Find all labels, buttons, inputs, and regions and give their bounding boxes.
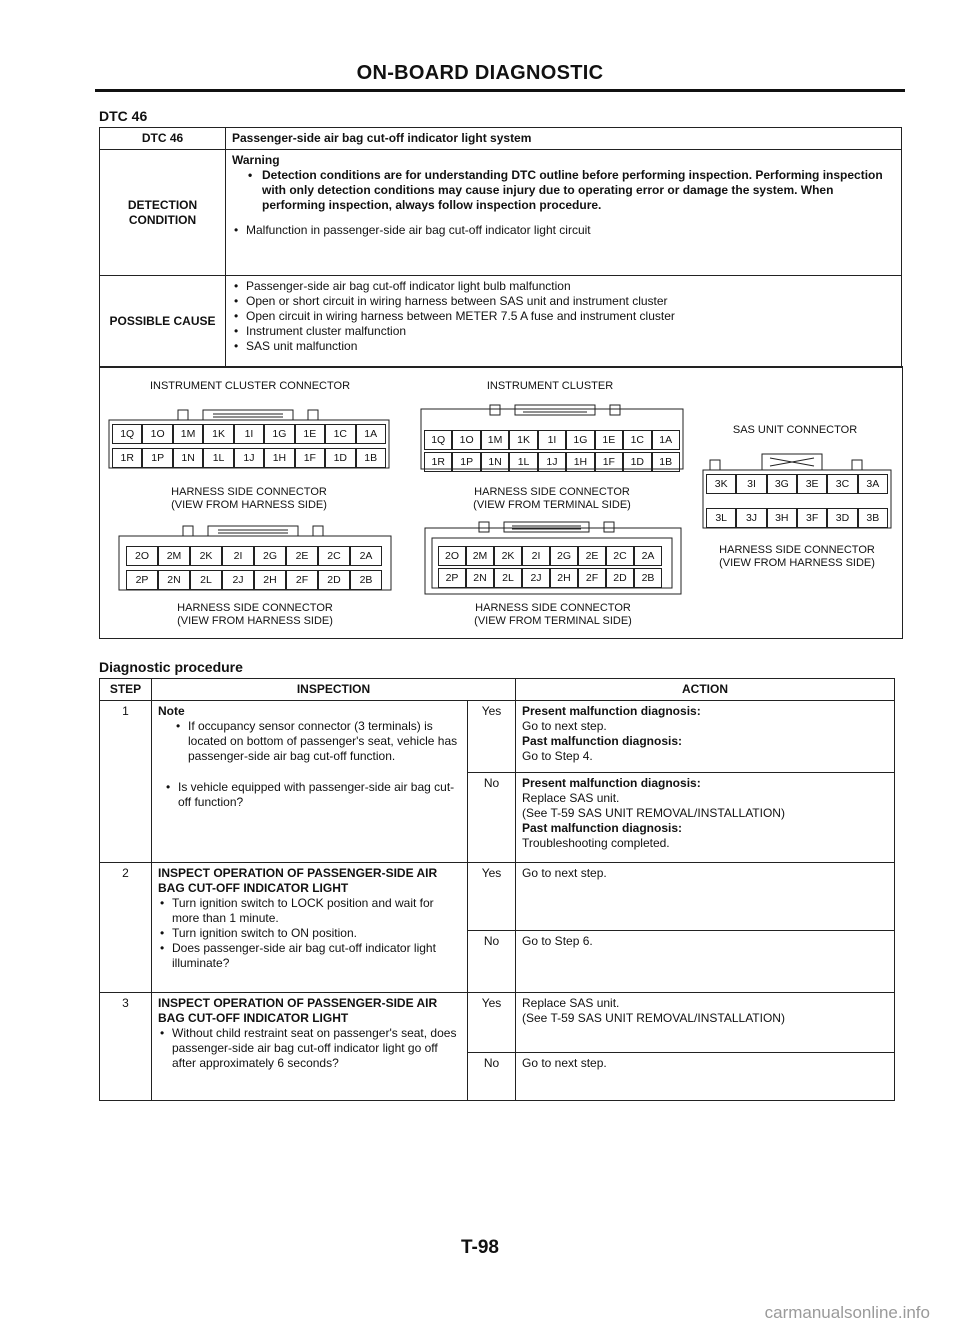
action-line: (See T-59 SAS UNIT REMOVAL/INSTALLATION): [522, 1011, 785, 1025]
cause-item: • SAS unit malfunction: [232, 339, 895, 354]
connector-pin: 2C: [318, 546, 350, 566]
no-action: [516, 1053, 895, 1101]
pin-row-bottom: [112, 448, 386, 468]
connector-pin: 2O: [438, 546, 466, 566]
connector-pin: 1B: [652, 452, 680, 472]
page-header-title: ON-BOARD DIAGNOSTIC: [356, 62, 604, 84]
connector-pin: 1G: [264, 424, 294, 444]
no-label: No: [468, 931, 516, 993]
connector-pin: 2I: [522, 546, 550, 566]
connector-pin: 1M: [481, 430, 509, 450]
caption-line: (VIEW FROM TERMINAL SIDE): [473, 499, 631, 511]
header-rule: [95, 89, 905, 92]
cause-item: • Open circuit in wiring harness between METER 7.5 A fuse and instrument cluster: [232, 309, 895, 324]
connector-pin: 1O: [452, 430, 480, 450]
sas-connector-pins: [706, 474, 888, 528]
pin-row-bottom: [438, 568, 662, 588]
step-item: • Does passenger-side air bag cut-off indicator light illuminate?: [158, 941, 461, 971]
connector-pin: 3E: [797, 474, 827, 494]
action-line: Go to Step 6.: [522, 934, 593, 948]
connector-pin: 3G: [767, 474, 797, 494]
pin-row-bottom: [424, 452, 680, 472]
connector-pin: 1K: [509, 430, 537, 450]
step-inspection: [152, 701, 468, 863]
connector-pin: 2C: [606, 546, 634, 566]
connector-pin: 2J: [522, 568, 550, 588]
step-item: • Without child restraint seat on passenger's seat, does passenger-side air bag cut-off indicator light go off after approximately 6 seconds?: [158, 1026, 461, 1071]
connector-pin: 2P: [438, 568, 466, 588]
caption-line: HARNESS SIDE CONNECTOR: [475, 602, 631, 614]
step-number: 1: [100, 701, 152, 863]
connector-pin: 1I: [234, 424, 264, 444]
step-item: • Turn ignition switch to ON position.: [158, 926, 461, 941]
connector-pin: 1J: [234, 448, 264, 468]
procedure-table: [99, 678, 895, 1101]
connector-1-harness-caption: [108, 486, 390, 512]
connector-pin: 2M: [158, 546, 190, 566]
yes-action: [516, 701, 895, 773]
connector-pin: 2F: [578, 568, 606, 588]
detection-condition-label: DETECTION CONDITION: [100, 150, 226, 276]
connector-1-harness-pins: [112, 424, 386, 468]
connector-pin: 1R: [424, 452, 452, 472]
detection-item: • Malfunction in passenger-side air bag cut-off indicator light circuit: [232, 223, 895, 238]
connector-pin: 2K: [190, 546, 222, 566]
connector-pin: 1A: [356, 424, 386, 444]
connector-pin: 2M: [466, 546, 494, 566]
caption-line: HARNESS SIDE CONNECTOR: [719, 544, 875, 556]
action-line: Past malfunction diagnosis:: [522, 821, 683, 835]
connector-pin: 1R: [112, 448, 142, 468]
no-label: No: [468, 773, 516, 863]
watermark: carmanualsonline.info: [764, 1303, 930, 1322]
warning-text: [232, 168, 895, 213]
action-line: Troubleshooting completed.: [522, 836, 670, 850]
cluster-connector-label: INSTRUMENT CLUSTER CONNECTOR: [149, 380, 351, 392]
connector-pin: 3I: [736, 474, 766, 494]
header-action: ACTION: [516, 679, 895, 701]
caption-line: (VIEW FROM HARNESS SIDE): [177, 615, 333, 627]
caption-line: HARNESS SIDE CONNECTOR: [474, 486, 630, 498]
step-note: [158, 719, 461, 764]
connector-2-terminal-caption: [424, 602, 682, 628]
cause-item: • Passenger-side air bag cut-off indicator light bulb malfunction: [232, 279, 895, 294]
action-line: Replace SAS unit.: [522, 791, 620, 805]
connector-pin: 2B: [634, 568, 662, 588]
connector-pin: 3K: [706, 474, 736, 494]
connector-2-harness-caption: [118, 602, 392, 628]
connector-pin: 1C: [325, 424, 355, 444]
connector-pin: 3F: [797, 508, 827, 528]
step-question: [158, 780, 461, 810]
connector-pin: 1B: [356, 448, 386, 468]
possible-cause-cell: [226, 276, 902, 368]
connector-pin: 2D: [606, 568, 634, 588]
caption-line: (VIEW FROM HARNESS SIDE): [171, 499, 327, 511]
dtc-table: [99, 127, 902, 368]
connector-pin: 2N: [158, 570, 190, 590]
pin-row-top: [438, 546, 662, 566]
connector-pin: 1N: [481, 452, 509, 472]
action-line: Present malfunction diagnosis:: [522, 704, 701, 718]
connector-pin: 1E: [595, 430, 623, 450]
pin-row-top: [706, 474, 888, 494]
header-step: STEP: [100, 679, 152, 701]
step-number: 2: [100, 863, 152, 993]
action-line: (See T-59 SAS UNIT REMOVAL/INSTALLATION): [522, 806, 785, 820]
connector-pin: 1D: [325, 448, 355, 468]
connector-pin: 3L: [706, 508, 736, 528]
step-inspection: [152, 993, 468, 1101]
pin-row-bottom: [706, 508, 888, 528]
connector-pin: 2I: [222, 546, 254, 566]
connector-pin: 1L: [203, 448, 233, 468]
connector-pin: 1Q: [424, 430, 452, 450]
connector-pin: 2F: [286, 570, 318, 590]
yes-action: [516, 993, 895, 1053]
connector-pin: 2J: [222, 570, 254, 590]
connector-pin: 1P: [452, 452, 480, 472]
caption-line: HARNESS SIDE CONNECTOR: [171, 486, 327, 498]
connector-pin: 1J: [538, 452, 566, 472]
sas-connector-label: SAS UNIT CONNECTOR: [732, 424, 858, 436]
dtc-section-title: DTC 46: [99, 108, 148, 124]
caption-line: HARNESS SIDE CONNECTOR: [177, 602, 333, 614]
connector-pin: 1H: [264, 448, 294, 468]
connector-pin: 1F: [595, 452, 623, 472]
action-line: Replace SAS unit.: [522, 996, 620, 1010]
caption-line: (VIEW FROM HARNESS SIDE): [719, 557, 875, 569]
connector-pin: 1D: [623, 452, 651, 472]
step-title: INSPECT OPERATION OF PASSENGER-SIDE AIR BAG CUT-OFF INDICATOR LIGHT: [158, 996, 438, 1025]
question-text: Is vehicle equipped with passenger-side air bag cut-off function?: [178, 780, 455, 809]
action-line: Go to next step.: [522, 866, 607, 880]
connector-pin: 1G: [566, 430, 594, 450]
connector-pin: 1A: [652, 430, 680, 450]
connector-pin: 2G: [550, 546, 578, 566]
connector-pin: 2A: [634, 546, 662, 566]
cluster-label: INSTRUMENT CLUSTER: [486, 380, 614, 392]
warning-bullet: •: [248, 168, 253, 182]
step-title: INSPECT OPERATION OF PASSENGER-SIDE AIR BAG CUT-OFF INDICATOR LIGHT: [158, 866, 438, 895]
connector-pin: 1P: [142, 448, 172, 468]
connector-pin: 2O: [126, 546, 158, 566]
connector-pin: 2E: [578, 546, 606, 566]
connector-pin: 2A: [350, 546, 382, 566]
warning-text-content: Detection conditions are for understanding DTC outline before performing inspection. Performing inspection with only detection conditions may cause injury due to operating error or damage the system. When performing inspection, always follow inspection procedure.: [262, 168, 883, 212]
connector-pin: 2B: [350, 570, 382, 590]
caption-line: (VIEW FROM TERMINAL SIDE): [474, 615, 632, 627]
connector-pin: 2G: [254, 546, 286, 566]
connector-pin: 1K: [203, 424, 233, 444]
note-bullet: •: [176, 719, 181, 733]
connector-pin: 1Q: [112, 424, 142, 444]
connector-pin: 2H: [254, 570, 286, 590]
yes-action: [516, 863, 895, 931]
connector-pin: 2D: [318, 570, 350, 590]
no-action: [516, 773, 895, 863]
no-action: [516, 931, 895, 993]
question-bullet: •: [166, 780, 171, 794]
connector-pin: 3J: [736, 508, 766, 528]
dtc-name-cell: Passenger-side air bag cut-off indicator light system: [226, 128, 902, 150]
connector-pin: 1M: [173, 424, 203, 444]
cause-item: • Open or short circuit in wiring harness between SAS unit and instrument cluster: [232, 294, 895, 309]
connector-pin: 1O: [142, 424, 172, 444]
connector-pin: 3A: [858, 474, 888, 494]
connector-2-harness-pins: [126, 546, 382, 590]
step-number: 3: [100, 993, 152, 1101]
dtc-code-cell: DTC 46: [100, 128, 226, 150]
connector-2-terminal-pins: [438, 546, 662, 588]
connector-pin: 2K: [494, 546, 522, 566]
connector-pin: 2L: [190, 570, 222, 590]
cause-item: • Instrument cluster malfunction: [232, 324, 895, 339]
action-line: Present malfunction diagnosis:: [522, 776, 701, 790]
action-line: Go to next step.: [522, 719, 607, 733]
no-label: No: [468, 1053, 516, 1101]
warning-label: Warning: [232, 153, 280, 167]
connector-pin: 3D: [827, 508, 857, 528]
pin-row-top: [424, 430, 680, 450]
pin-row-top: [126, 546, 382, 566]
step-item: • Turn ignition switch to LOCK position and wait for more than 1 minute.: [158, 896, 461, 926]
note-text: If occupancy sensor connector (3 terminals) is located on bottom of passenger's seat, vehicle has passenger-side air bag cut-off function.: [188, 719, 458, 763]
connector-pin: 1L: [509, 452, 537, 472]
pin-row-bottom: [126, 570, 382, 590]
connector-pin: 3C: [827, 474, 857, 494]
header-inspection: INSPECTION: [152, 679, 516, 701]
yes-label: Yes: [468, 993, 516, 1053]
connector-pin: 2L: [494, 568, 522, 588]
connector-1-terminal-pins: [424, 430, 680, 472]
connector-pin: 1F: [295, 448, 325, 468]
procedure-section-title: Diagnostic procedure: [99, 659, 243, 675]
connector-1-terminal-caption: [420, 486, 684, 512]
connector-pin: 2P: [126, 570, 158, 590]
connector-pin: 1N: [173, 448, 203, 468]
yes-label: Yes: [468, 863, 516, 931]
pin-row-top: [112, 424, 386, 444]
page-number: T-98: [460, 1237, 500, 1258]
connector-pin: 1C: [623, 430, 651, 450]
action-line: Go to Step 4.: [522, 749, 593, 763]
connector-pin: 1I: [538, 430, 566, 450]
action-line: Past malfunction diagnosis:: [522, 734, 683, 748]
connector-pin: 3H: [767, 508, 797, 528]
detection-condition-cell: [226, 150, 902, 276]
step-title: Note: [158, 704, 185, 718]
step-inspection: [152, 863, 468, 993]
connector-pin: 1H: [566, 452, 594, 472]
connector-pin: 1E: [295, 424, 325, 444]
possible-cause-label: POSSIBLE CAUSE: [100, 276, 226, 368]
action-line: Go to next step.: [522, 1056, 607, 1070]
connector-pin: 3B: [858, 508, 888, 528]
connector-pin: 2H: [550, 568, 578, 588]
sas-connector-caption: [700, 544, 894, 570]
yes-label: Yes: [468, 701, 516, 773]
connector-pin: 2N: [466, 568, 494, 588]
connector-pin: 2E: [286, 546, 318, 566]
